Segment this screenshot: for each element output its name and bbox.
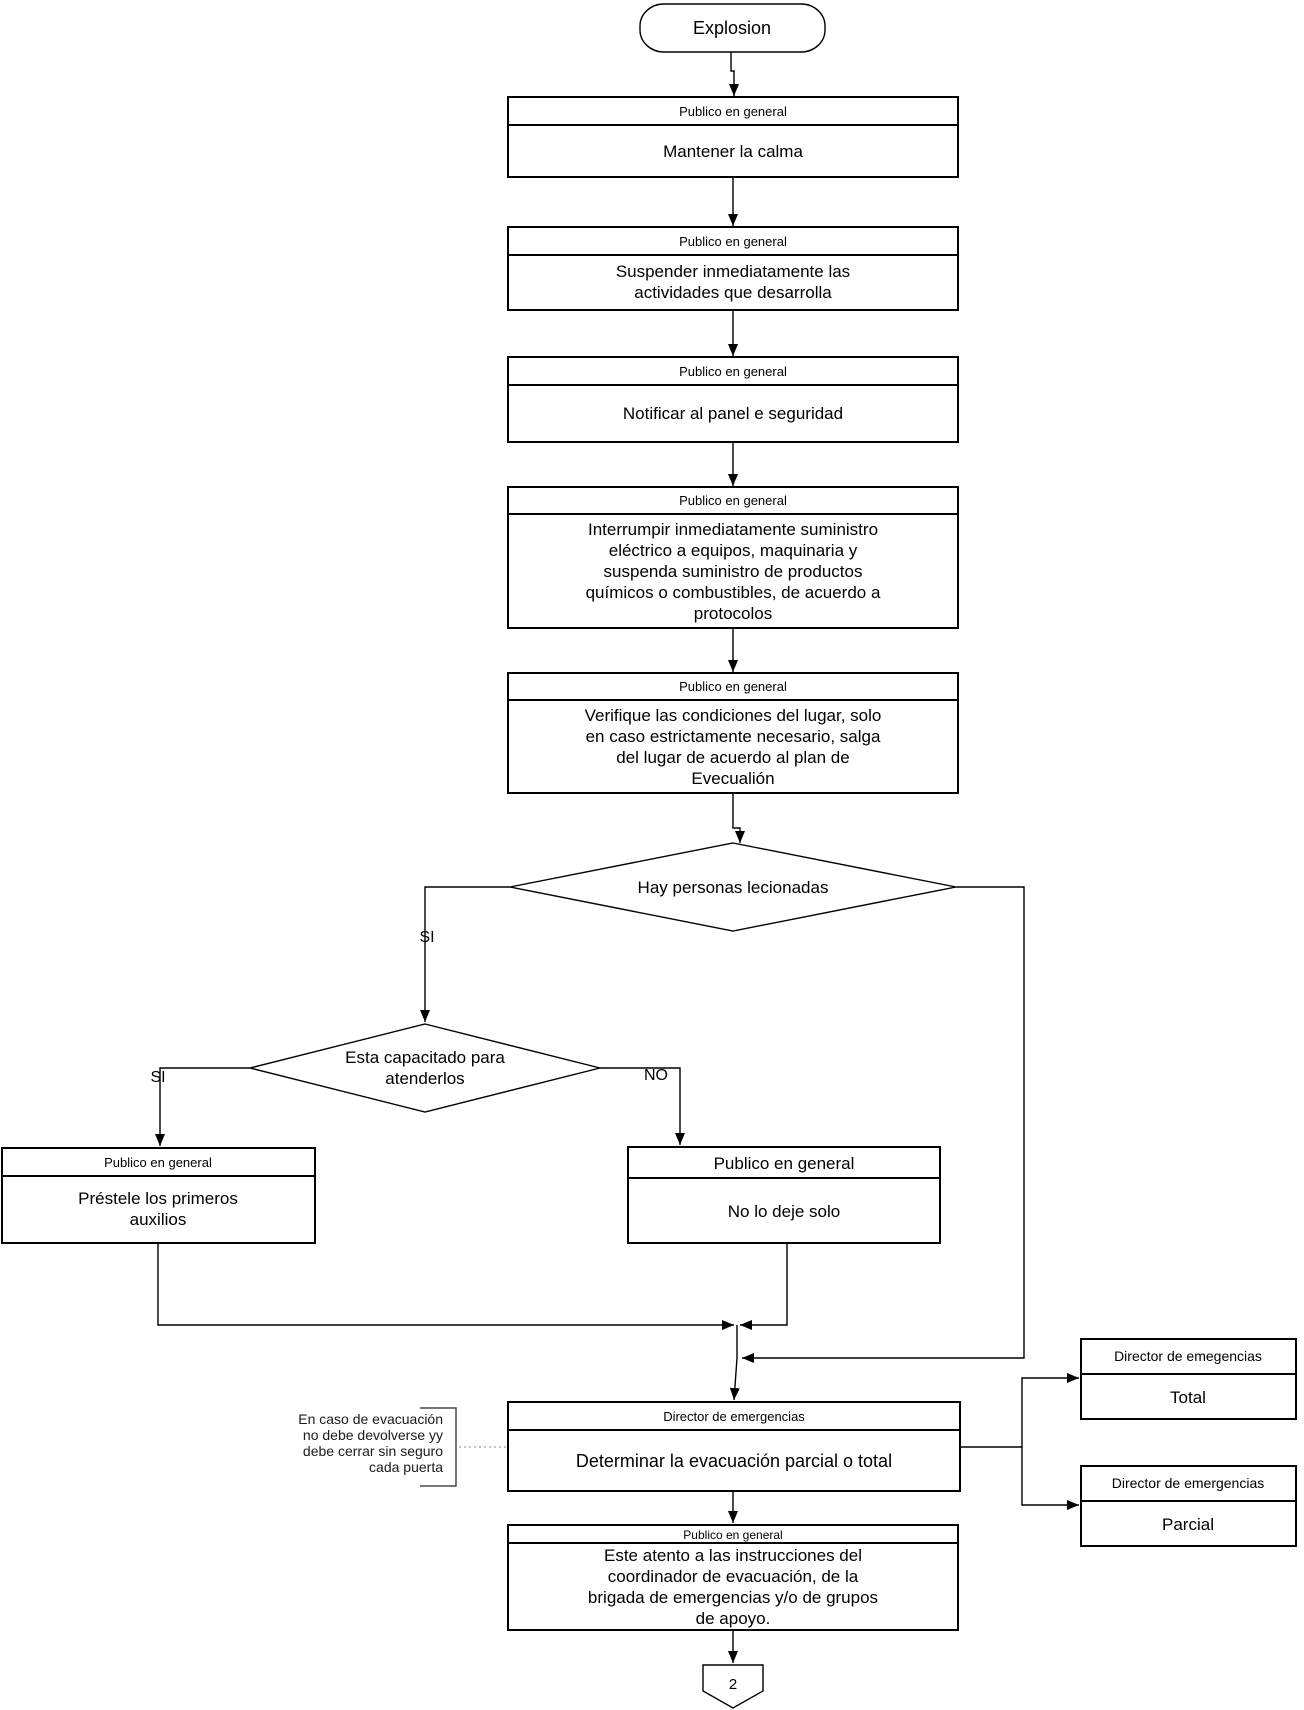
connector-merge-determine bbox=[734, 1358, 737, 1400]
note-line: debe cerrar sin seguro bbox=[302, 1443, 443, 1459]
box-body-line: coordinador de evacuación, de la bbox=[607, 1567, 859, 1586]
note-line: no debe devolverse yy bbox=[302, 1427, 443, 1443]
no-label-decision2: NO bbox=[644, 1067, 668, 1084]
box-body-line: Parcial bbox=[1162, 1515, 1214, 1534]
box-body-line: suspenda suministro de productos bbox=[603, 562, 863, 581]
box-body-line: Total bbox=[1170, 1388, 1206, 1407]
connector-firstaid-merge bbox=[158, 1243, 734, 1325]
connector-step5-decision1 bbox=[733, 793, 740, 843]
box-header: Publico en general bbox=[679, 104, 787, 119]
box-body-line: químicos o combustibles, de acuerdo a bbox=[585, 583, 881, 602]
process-box-attend-instructions bbox=[508, 1525, 958, 1630]
box-body-line: actividades que desarrolla bbox=[634, 283, 832, 302]
connector-decision2-no bbox=[600, 1068, 680, 1145]
diamond-question: Hay personas lecionadas bbox=[637, 878, 829, 897]
box-body-line: Préstele los primeros bbox=[78, 1189, 238, 1208]
box-header: Publico en general bbox=[679, 493, 787, 508]
box-header: Publico en general bbox=[713, 1154, 855, 1173]
yes-label-decision1: SI bbox=[419, 929, 435, 946]
process-box-first-aid bbox=[2, 1148, 315, 1243]
process-box-cut-power bbox=[508, 487, 958, 628]
connector-branch-total bbox=[1022, 1378, 1079, 1447]
offpage-connector bbox=[703, 1665, 763, 1708]
decision-diamond-trained bbox=[250, 1024, 600, 1112]
box-header: Publico en general bbox=[679, 234, 787, 249]
decision-diamond-injured bbox=[510, 843, 956, 931]
diamond-question-line: atenderlos bbox=[385, 1069, 465, 1088]
box-header: Publico en general bbox=[104, 1155, 212, 1170]
box-body-line: del lugar de acuerdo al plan de bbox=[616, 748, 850, 767]
annotation-note bbox=[298, 1408, 456, 1486]
box-body-line: Determinar la evacuación parcial o total bbox=[575, 1451, 893, 1471]
connector-decision1-yes bbox=[425, 887, 510, 1022]
connector-start-step1 bbox=[731, 52, 734, 96]
box-body-line: Interrumpir inmediatamente suministro bbox=[587, 520, 879, 539]
process-box-determine-evacuation bbox=[508, 1402, 960, 1491]
box-body-line: en caso estrictamente necesario, salga bbox=[585, 727, 881, 746]
box-body-line: Suspender inmediatamente las bbox=[615, 262, 851, 281]
box-body-line: Notificar al panel e seguridad bbox=[622, 404, 844, 423]
connector-decision1-no-long bbox=[742, 887, 1024, 1358]
box-body-line: eléctrico a equipos, maquinaria y bbox=[608, 541, 858, 560]
connector-branch-parcial bbox=[1022, 1447, 1079, 1505]
note-line: cada puerta bbox=[369, 1459, 443, 1475]
box-header: Publico en general bbox=[679, 679, 787, 694]
box-header: Director de emegencias bbox=[1114, 1348, 1262, 1364]
start-terminator-label: Explosion bbox=[692, 18, 772, 38]
box-body-line: protocolos bbox=[693, 604, 773, 623]
connector-stay-merge bbox=[740, 1243, 787, 1325]
process-box-keep-calm bbox=[508, 97, 958, 177]
box-body-line: de apoyo. bbox=[695, 1609, 771, 1628]
box-header: Director de emergencias bbox=[1111, 1475, 1265, 1491]
offpage-connector-label: 2 bbox=[728, 1676, 738, 1693]
process-box-notify-security bbox=[508, 357, 958, 442]
process-box-total bbox=[1081, 1339, 1296, 1419]
box-body-line: Verifique las condiciones del lugar, solo bbox=[584, 706, 882, 725]
process-box-stay-with-person bbox=[628, 1147, 940, 1243]
process-box-parcial bbox=[1081, 1466, 1296, 1546]
process-box-verify-conditions bbox=[508, 673, 958, 793]
box-body-line: Este atento a las instrucciones del bbox=[604, 1546, 862, 1565]
connector-decision2-yes bbox=[160, 1068, 250, 1146]
diamond-question-line: Esta capacitado para bbox=[345, 1048, 505, 1067]
start-terminator bbox=[640, 4, 825, 52]
box-header: Director de emergencias bbox=[663, 1409, 805, 1424]
note-line: En caso de evacuación bbox=[298, 1411, 443, 1427]
box-header: Publico en general bbox=[679, 364, 787, 379]
process-box-suspend-activities bbox=[508, 227, 958, 310]
diamond-outline bbox=[250, 1024, 600, 1112]
box-header: Publico en general bbox=[683, 1528, 783, 1542]
box-body-line: brigada de emergencias y/o de grupos bbox=[587, 1588, 879, 1607]
box-body-line: Mantener la calma bbox=[663, 142, 803, 161]
yes-label-decision2: SI bbox=[150, 1069, 166, 1086]
box-body-line: auxilios bbox=[129, 1210, 187, 1229]
box-body-line: Evecualión bbox=[691, 769, 775, 788]
box-body-line: No lo deje solo bbox=[727, 1202, 841, 1221]
